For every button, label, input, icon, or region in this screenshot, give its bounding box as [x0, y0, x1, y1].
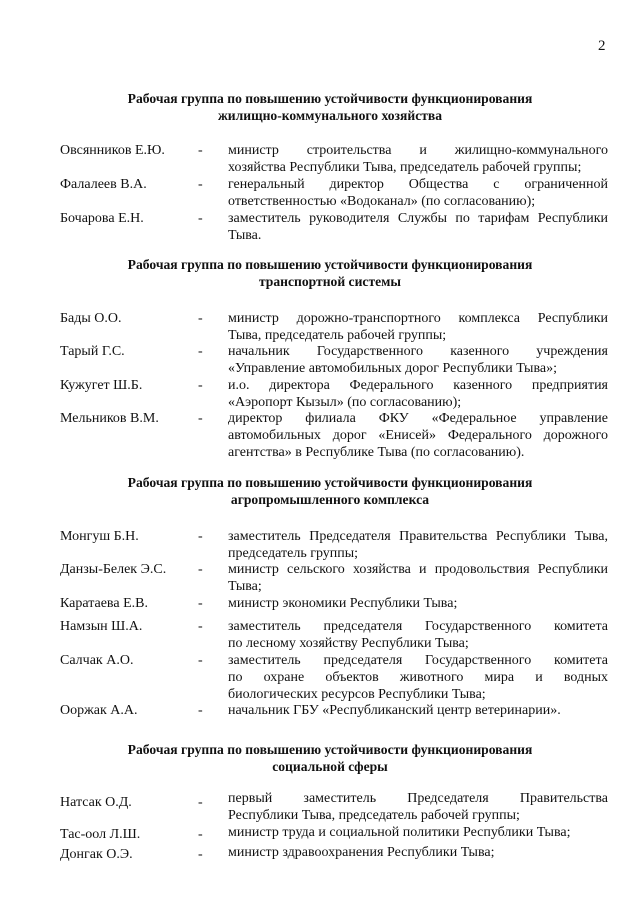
dash: -	[198, 827, 203, 842]
dash: -	[198, 562, 203, 577]
role-line: министр здравоохранения Республики Тыва;	[228, 845, 495, 860]
dash: -	[198, 211, 203, 226]
member-name: Намзын Ш.А.	[60, 619, 143, 634]
group-heading	[60, 256, 600, 290]
role-line: Тыва, председатель рабочей группы;	[228, 328, 447, 343]
member-name: Данзы-Белек Э.С.	[60, 562, 167, 577]
role-line: заместитель председателя Государственного комитета	[228, 619, 608, 634]
heading-line: Рабочая группа по повышению устойчивости функционирования	[127, 91, 533, 106]
dash: -	[198, 378, 203, 393]
member-role	[228, 790, 608, 824]
member-name: Натсак О.Д.	[60, 795, 132, 810]
heading-line: социальной сферы	[272, 759, 388, 774]
member-name: Мельников В.М.	[60, 411, 159, 426]
member-name: Тарый Г.С.	[60, 344, 125, 359]
member-name: Фалалеев В.А.	[60, 177, 147, 192]
role-line: Тыва.	[228, 228, 262, 243]
role-line: министр сельского хозяйства и продовольствия Республики	[228, 562, 608, 577]
role-line: первый заместитель Председателя Правительства	[228, 791, 608, 806]
role-line: министр дорожно-транспортного комплекса Республики	[228, 311, 608, 326]
member-role	[228, 377, 608, 411]
dash: -	[198, 344, 203, 359]
role-line: генеральный директор Общества с ограниченной	[228, 177, 608, 192]
group-heading	[60, 90, 600, 124]
member-role	[228, 210, 608, 244]
dash: -	[198, 619, 203, 634]
dash: -	[198, 411, 203, 426]
member-role	[228, 844, 608, 861]
role-line: «Управление автомобильных дорог Республики Тыва»;	[228, 361, 557, 376]
heading-line: Рабочая группа по повышению устойчивости функционирования	[127, 475, 533, 490]
member-role	[228, 410, 608, 461]
role-line: начальник ГБУ «Республиканский центр ветеринарии».	[228, 703, 561, 718]
member-name: Каратаева Е.В.	[60, 596, 148, 611]
role-line: по охране объектов животного мира и водных	[228, 670, 608, 685]
member-role	[228, 824, 608, 841]
role-line: и.о. директора Федерального казенного предприятия	[228, 378, 608, 393]
role-line: «Аэропорт Кызыл» (по согласованию);	[228, 395, 462, 410]
member-role	[228, 176, 608, 210]
heading-line: Рабочая группа по повышению устойчивости функционирования	[127, 257, 533, 272]
role-line: министр труда и социальной политики Республики Тыва;	[228, 825, 571, 840]
role-line: ответственностью «Водоканал» (по согласованию);	[228, 194, 536, 209]
role-line: Республики Тыва, председатель рабочей группы;	[228, 808, 520, 823]
member-name: Бочарова Е.Н.	[60, 211, 144, 226]
role-line: заместитель Председателя Правительства Республики Тыва,	[228, 529, 608, 544]
role-line: автомобильных дорог «Енисей» Федерального дорожного	[228, 428, 608, 443]
role-line: по лесному хозяйству Республики Тыва;	[228, 636, 469, 651]
heading-line: жилищно-коммунального хозяйства	[217, 108, 443, 123]
role-line: хозяйства Республики Тыва, председатель рабочей группы;	[228, 160, 582, 175]
role-line: Тыва;	[228, 579, 262, 594]
dash: -	[198, 177, 203, 192]
role-line: председатель группы;	[228, 546, 359, 561]
member-role	[228, 343, 608, 377]
role-line: заместитель председателя Государственного комитета	[228, 653, 608, 668]
dash: -	[198, 529, 203, 544]
member-role	[228, 310, 608, 344]
member-role	[228, 652, 608, 703]
role-line: министр экономики Республики Тыва;	[228, 596, 458, 611]
role-line: агентства» в Республике Тыва (по согласованию).	[228, 445, 525, 460]
group-heading	[60, 741, 600, 775]
heading-line: транспортной системы	[258, 274, 402, 289]
role-line: начальник Государственного казенного учреждения	[228, 344, 608, 359]
group-heading	[60, 474, 600, 508]
member-role	[228, 595, 608, 612]
dash: -	[198, 143, 203, 158]
member-name: Ооржак А.А.	[60, 703, 138, 718]
dash: -	[198, 795, 203, 810]
dash: -	[198, 703, 203, 718]
member-name: Монгуш Б.Н.	[60, 529, 139, 544]
member-role	[228, 561, 608, 595]
role-line: директор филиала ФКУ «Федеральное управление	[228, 411, 608, 426]
member-name: Донгак О.Э.	[60, 847, 133, 862]
role-line: министр строительства и жилищно-коммунального	[228, 143, 608, 158]
member-role	[228, 702, 608, 719]
role-line: биологических ресурсов Республики Тыва;	[228, 687, 486, 702]
member-role	[228, 142, 608, 176]
member-role	[228, 528, 608, 562]
dash: -	[198, 311, 203, 326]
dash: -	[198, 596, 203, 611]
heading-line: агропромышленного комплекса	[230, 492, 430, 507]
page-number: 2	[598, 38, 606, 54]
member-name: Кужугет Ш.Б.	[60, 378, 143, 393]
dash: -	[198, 653, 203, 668]
dash: -	[198, 847, 203, 862]
member-name: Салчак А.О.	[60, 653, 134, 668]
member-role	[228, 618, 608, 652]
heading-line: Рабочая группа по повышению устойчивости функционирования	[127, 742, 533, 757]
member-name: Тас-оол Л.Ш.	[60, 827, 141, 842]
member-name: Бады О.О.	[60, 311, 122, 326]
role-line: заместитель руководителя Службы по тарифам Республики	[228, 211, 608, 226]
member-name: Овсянников Е.Ю.	[60, 143, 165, 158]
